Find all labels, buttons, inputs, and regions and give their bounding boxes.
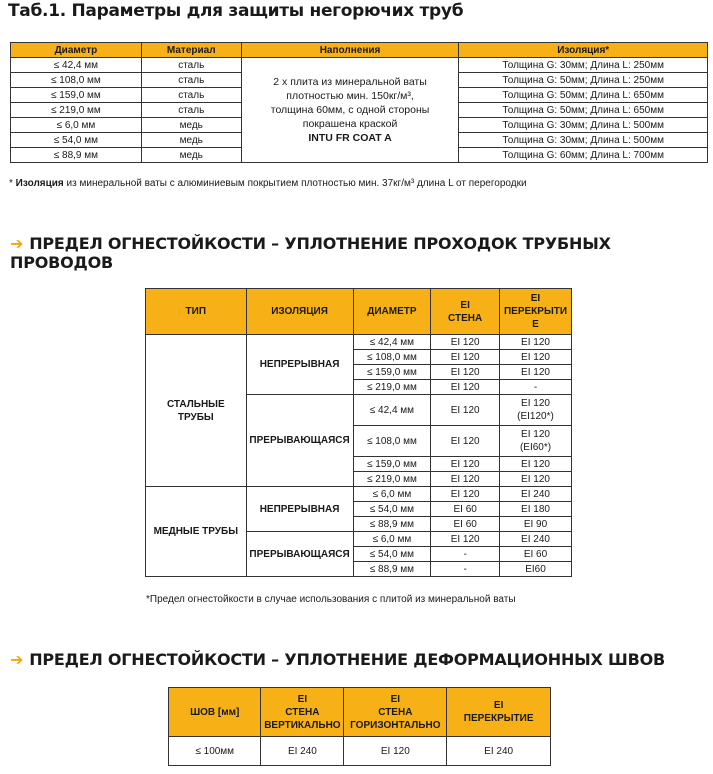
cell-diameter: ≤ 6,0 мм [353, 532, 431, 547]
fill-line: толщина 60мм, с одной стороны [270, 104, 430, 116]
joint-fire-resistance-table [168, 687, 551, 766]
cell-diameter: ≤ 6,0 мм [353, 487, 431, 502]
cell-diameter: ≤ 42,4 мм [353, 395, 431, 426]
cell-diameter: ≤ 6,0 мм [11, 118, 142, 133]
cell-floor: EI 240 [500, 487, 572, 502]
cell-wall: EI 120 [431, 335, 500, 350]
section-heading-text: ПРЕДЕЛ ОГНЕСТОЙКОСТИ – УПЛОТНЕНИЕ ПРОХОДОК ТРУБНЫХ ПРОВОДОВ [10, 234, 611, 272]
cell-wall: EI 60 [431, 502, 500, 517]
cell-floor: EI60 [500, 562, 572, 577]
cell-material: медь [141, 118, 241, 133]
header-insulation: Изоляция* [459, 43, 708, 58]
cell-floor: EI 90 [500, 517, 572, 532]
footnote-text: из минеральной ваты с алюминиевым покрытием плотностью мин. 37кг/м³ длина L от перегородки [63, 178, 527, 189]
cell-floor [500, 426, 572, 457]
cell-diameter: ≤ 54,0 мм [11, 133, 142, 148]
cell-insulation: Толщина G: 50мм; Длина L: 250мм [459, 73, 708, 88]
table-row [146, 335, 572, 350]
cell-wall: EI 120 [431, 472, 500, 487]
header-line: ПЕРЕКРЫТИЕ [463, 713, 534, 724]
arrow-right-icon: ➔ [10, 650, 24, 669]
header-line: EI [530, 293, 541, 304]
table-header-row [11, 43, 708, 58]
cell-diameter: ≤ 219,0 мм [353, 472, 431, 487]
cell-diameter: ≤ 54,0 мм [353, 547, 431, 562]
fill-line: 2 x плита из минеральной ваты [273, 76, 427, 88]
table-row [146, 487, 572, 502]
header-line: EI [390, 693, 401, 705]
floor-line: (EI60*) [519, 442, 552, 453]
cell-insulation: Толщина G: 30мм; Длина L: 500мм [459, 118, 708, 133]
section-heading-expansion-joints [10, 650, 665, 669]
cell-diameter: ≤ 88,9 мм [353, 562, 431, 577]
cell-insulation: ПРЕРЫВАЮЩАЯСЯ [246, 532, 353, 577]
cell-diameter: ≤ 108,0 мм [353, 426, 431, 457]
header-type: ТИП [146, 289, 247, 335]
cell-diameter: ≤ 42,4 мм [11, 58, 142, 73]
table1-title: Таб.1. Параметры для защиты негорючих труб [8, 1, 464, 21]
cell-diameter: ≤ 159,0 мм [353, 457, 431, 472]
cell-insulation: Толщина G: 30мм; Длина L: 250мм [459, 58, 708, 73]
cell-floor: EI 60 [500, 547, 572, 562]
cell-wall: EI 60 [431, 517, 500, 532]
header-ei-floor [500, 289, 572, 335]
cell-material: сталь [141, 58, 241, 73]
cell-insulation: НЕПРЕРЫВНАЯ [246, 335, 353, 395]
cell-floor: EI 240 [447, 737, 551, 766]
header-line: EI [297, 693, 308, 705]
fill-line: покрашена краской [302, 118, 398, 130]
pipe-fire-resistance-table [145, 288, 572, 577]
cell-diameter: ≤ 54,0 мм [353, 502, 431, 517]
header-diameter: ДИАМЕТР [353, 289, 431, 335]
cell-insulation: Толщина G: 50мм; Длина L: 650мм [459, 88, 708, 103]
cell-material: медь [141, 148, 241, 163]
cell-floor: EI 120 [500, 350, 572, 365]
pipe-protection-table [10, 42, 708, 163]
cell-wall: EI 120 [431, 365, 500, 380]
header-line: EI [460, 299, 470, 311]
cell-floor: EI 120 [500, 472, 572, 487]
cell-wall: EI 120 [431, 457, 500, 472]
cell-floor: EI 120 [500, 457, 572, 472]
arrow-right-icon: ➔ [10, 234, 24, 253]
header-wall-horizontal [344, 688, 447, 737]
table-header-row [146, 289, 572, 335]
cell-diameter: ≤ 219,0 мм [11, 103, 142, 118]
header-line: СТЕНА [378, 706, 413, 718]
cell-type-copper: МЕДНЫЕ ТРУБЫ [146, 487, 247, 577]
header-seam: ШОВ [мм] [169, 688, 261, 737]
cell-insulation: Толщина G: 30мм; Длина L: 500мм [459, 133, 708, 148]
cell-material: сталь [141, 88, 241, 103]
cell-diameter: ≤ 219,0 мм [353, 380, 431, 395]
cell-wall: EI 120 [431, 532, 500, 547]
cell-material: сталь [141, 73, 241, 88]
cell-floor: EI 120 [500, 335, 572, 350]
fill-product-name: INTU FR COAT A [308, 132, 392, 144]
cell-wall: EI 120 [431, 350, 500, 365]
cell-diameter: ≤ 108,0 мм [11, 73, 142, 88]
insulation-footnote [9, 178, 527, 189]
cell-insulation: НЕПРЕРЫВНАЯ [246, 487, 353, 532]
header-line: СТЕНА [285, 706, 320, 718]
floor-line: (EI120*) [517, 411, 554, 422]
cell-floor: - [500, 380, 572, 395]
cell-seam: ≤ 100мм [169, 737, 261, 766]
cell-insulation: Толщина G: 50мм; Длина L: 650мм [459, 103, 708, 118]
cell-diameter: ≤ 88,9 мм [11, 148, 142, 163]
cell-diameter: ≤ 88,9 мм [353, 517, 431, 532]
header-wall-vertical [261, 688, 344, 737]
cell-diameter: ≤ 159,0 мм [11, 88, 142, 103]
cell-floor: EI 120 [500, 365, 572, 380]
cell-wall-horizontal: EI 120 [344, 737, 447, 766]
header-ei-wall [431, 289, 500, 335]
cell-wall: EI 120 [431, 426, 500, 457]
header-line: СТЕНА [448, 312, 483, 324]
cell-floor: EI 180 [500, 502, 572, 517]
cell-material: сталь [141, 103, 241, 118]
header-diameter: Диаметр [11, 43, 142, 58]
footnote-term: Изоляция [15, 178, 64, 189]
fill-line: плотностью мин. 150кг/м³, [286, 90, 414, 102]
fire-resistance-footnote: *Предел огнестойкости в случае использования с плитой из минеральной ваты [146, 594, 516, 605]
header-line: Е [532, 319, 539, 330]
cell-material: медь [141, 133, 241, 148]
cell-wall: - [431, 547, 500, 562]
cell-wall: EI 120 [431, 380, 500, 395]
cell-wall-vertical: EI 240 [261, 737, 344, 766]
table-row [169, 737, 551, 766]
section-heading-text: ПРЕДЕЛ ОГНЕСТОЙКОСТИ – УПЛОТНЕНИЕ ДЕФОРМАЦИОННЫХ ШВОВ [29, 650, 666, 669]
section-heading-pipe-penetrations [10, 234, 713, 272]
table-row [11, 58, 708, 73]
cell-fill-description [241, 58, 459, 163]
header-fill: Наполнения [241, 43, 459, 58]
cell-diameter: ≤ 159,0 мм [353, 365, 431, 380]
footnote-star: * [9, 178, 16, 189]
cell-wall: EI 120 [431, 395, 500, 426]
header-insulation: ИЗОЛЯЦИЯ [246, 289, 353, 335]
cell-diameter: ≤ 108,0 мм [353, 350, 431, 365]
cell-insulation: ПРЕРЫВАЮЩАЯСЯ [246, 395, 353, 487]
floor-line: EI 120 [521, 429, 550, 440]
header-material: Материал [141, 43, 241, 58]
header-line: ПЕРЕКРЫТИ [503, 306, 568, 317]
table-header-row [169, 688, 551, 737]
floor-line: EI 120 [521, 398, 550, 409]
header-line: EI [493, 700, 504, 711]
cell-insulation: Толщина G: 60мм; Длина L: 700мм [459, 148, 708, 163]
header-line: ВЕРТИКАЛЬНО [264, 719, 341, 731]
cell-floor [500, 395, 572, 426]
header-line: ГОРИЗОНТАЛЬНО [350, 719, 441, 731]
header-floor [447, 688, 551, 737]
cell-floor: EI 240 [500, 532, 572, 547]
cell-type-steel [146, 335, 247, 487]
cell-wall: EI 120 [431, 487, 500, 502]
type-line: СТАЛЬНЫЕ [166, 398, 225, 410]
cell-diameter: ≤ 42,4 мм [353, 335, 431, 350]
type-line: ТРУБЫ [177, 411, 214, 423]
cell-wall: - [431, 562, 500, 577]
